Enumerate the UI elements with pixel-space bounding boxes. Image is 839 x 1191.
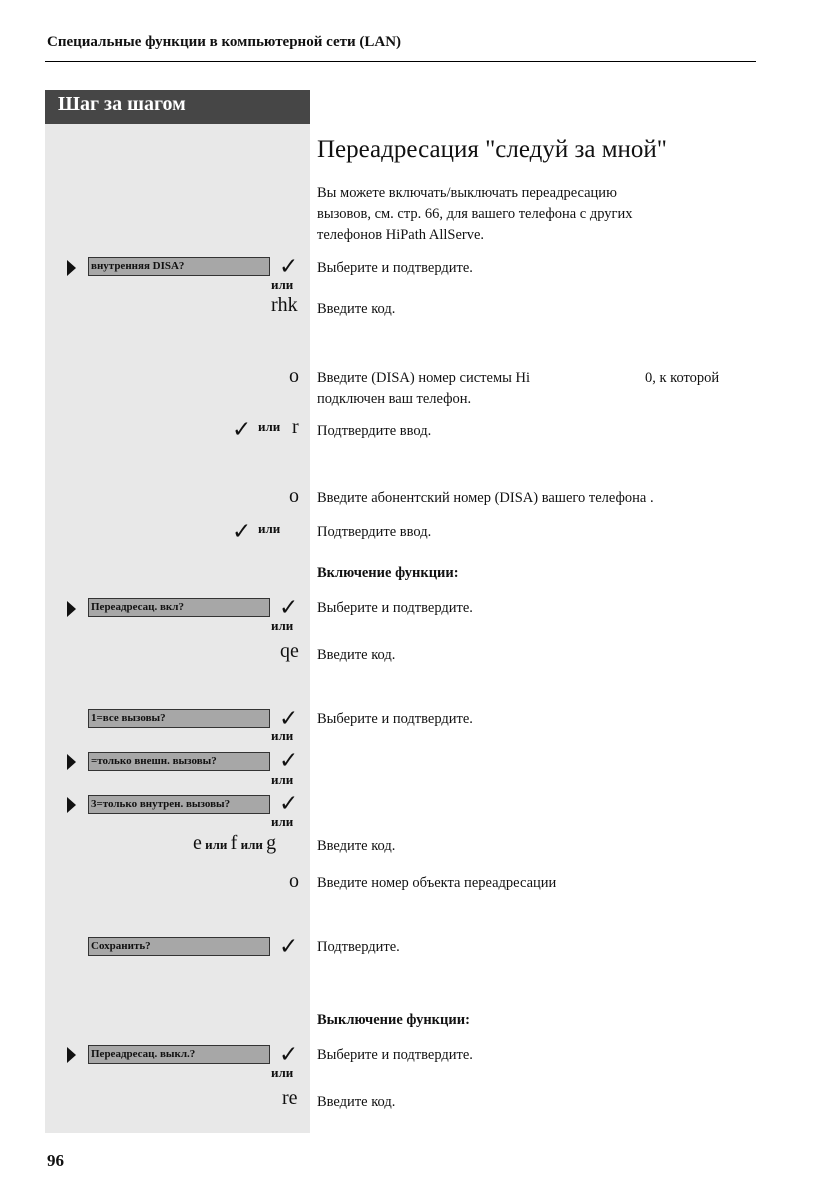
- or-label: или: [258, 419, 281, 434]
- subhead-enable: Включение функции:: [317, 565, 459, 581]
- display-box-fwd-on[interactable]: Переадресац. вкл?: [88, 598, 270, 617]
- key-code-re[interactable]: re: [282, 1087, 298, 1109]
- arrow-icon: [67, 260, 76, 276]
- display-box-disa[interactable]: внутренняя DISA?: [88, 257, 270, 276]
- or-label: или: [271, 814, 294, 829]
- display-box-fwd-off[interactable]: Переадресац. выкл.?: [88, 1045, 270, 1064]
- key-code-options[interactable]: [193, 832, 276, 855]
- step-confirm-input: Подтвердите ввод.: [317, 423, 432, 439]
- check-icon[interactable]: ✓: [279, 748, 299, 774]
- or-label: или: [271, 728, 294, 743]
- or-label: или: [258, 521, 281, 536]
- display-box-internal-calls[interactable]: 3=только внутрен. вызовы?: [88, 795, 270, 814]
- section-title: Переадресация "следуй за мной": [317, 136, 667, 163]
- check-icon[interactable]: ✓: [279, 1042, 299, 1068]
- step-disa-number-b: 0, к которой: [645, 370, 720, 386]
- intro-line-3: телефонов HiPath AllServe.: [317, 227, 485, 243]
- step-select-confirm: Выберите и подтвердите.: [317, 260, 473, 276]
- display-box-external-calls[interactable]: =только внешн. вызовы?: [88, 752, 270, 771]
- check-icon[interactable]: ✓: [232, 519, 252, 545]
- display-box-all-calls[interactable]: 1=все вызовы?: [88, 709, 270, 728]
- check-icon[interactable]: ✓: [279, 254, 299, 280]
- or-label: или: [271, 772, 294, 787]
- running-header: Специальные функции в компьютерной сети (LAN): [47, 34, 402, 50]
- key-g[interactable]: g: [266, 832, 277, 854]
- step-disa-number-a: Введите (DISA) номер системы Hi: [317, 370, 530, 386]
- or-label: или: [240, 837, 263, 852]
- arrow-icon: [67, 601, 76, 617]
- or-label: или: [271, 618, 294, 633]
- check-icon[interactable]: ✓: [279, 934, 299, 960]
- arrow-icon: [67, 1047, 76, 1063]
- intro-line-1: Вы можете включать/выключать переадресацию: [317, 185, 617, 201]
- check-icon[interactable]: ✓: [279, 791, 299, 817]
- subhead-disable: Выключение функции:: [317, 1012, 470, 1028]
- key-code-rhk[interactable]: rhk: [271, 294, 298, 316]
- step-enter-code: Введите код.: [317, 1094, 396, 1110]
- step-enter-code: Введите код.: [317, 838, 396, 854]
- step-destination-number: Введите номер объекта переадресации: [317, 875, 557, 891]
- arrow-icon: [67, 797, 76, 813]
- sidebar-title: Шаг за шагом: [58, 93, 186, 115]
- step-subscriber-number: Введите абонентский номер (DISA) вашего телефона .: [317, 490, 654, 506]
- key-digits-o[interactable]: o: [289, 485, 299, 507]
- header-rule: [45, 61, 756, 62]
- step-enter-code: Введите код.: [317, 301, 396, 317]
- key-code-qe[interactable]: qe: [280, 640, 299, 662]
- step-confirm: Подтвердите.: [317, 939, 400, 955]
- arrow-icon: [67, 754, 76, 770]
- key-e[interactable]: e: [193, 832, 202, 854]
- intro-line-2: вызовов, см. стр. 66, для вашего телефона с других: [317, 206, 633, 222]
- or-label: или: [271, 277, 294, 292]
- key-digits-o[interactable]: o: [289, 870, 299, 892]
- step-disa-number-c: подключен ваш телефон.: [317, 391, 472, 407]
- step-confirm-input: Подтвердите ввод.: [317, 524, 432, 540]
- or-label: или: [205, 837, 228, 852]
- check-icon[interactable]: ✓: [279, 595, 299, 621]
- step-enter-code: Введите код.: [317, 647, 396, 663]
- step-select-confirm: Выберите и подтвердите.: [317, 1047, 473, 1063]
- display-box-save[interactable]: Сохранить?: [88, 937, 270, 956]
- key-r[interactable]: r: [292, 416, 299, 438]
- check-icon[interactable]: ✓: [232, 417, 252, 443]
- key-f[interactable]: f: [230, 832, 238, 854]
- step-select-confirm: Выберите и подтвердите.: [317, 711, 473, 727]
- or-label: или: [271, 1065, 294, 1080]
- key-digits-o[interactable]: o: [289, 365, 299, 387]
- page-number: 96: [47, 1151, 64, 1170]
- step-select-confirm: Выберите и подтвердите.: [317, 600, 473, 616]
- check-icon[interactable]: ✓: [279, 706, 299, 732]
